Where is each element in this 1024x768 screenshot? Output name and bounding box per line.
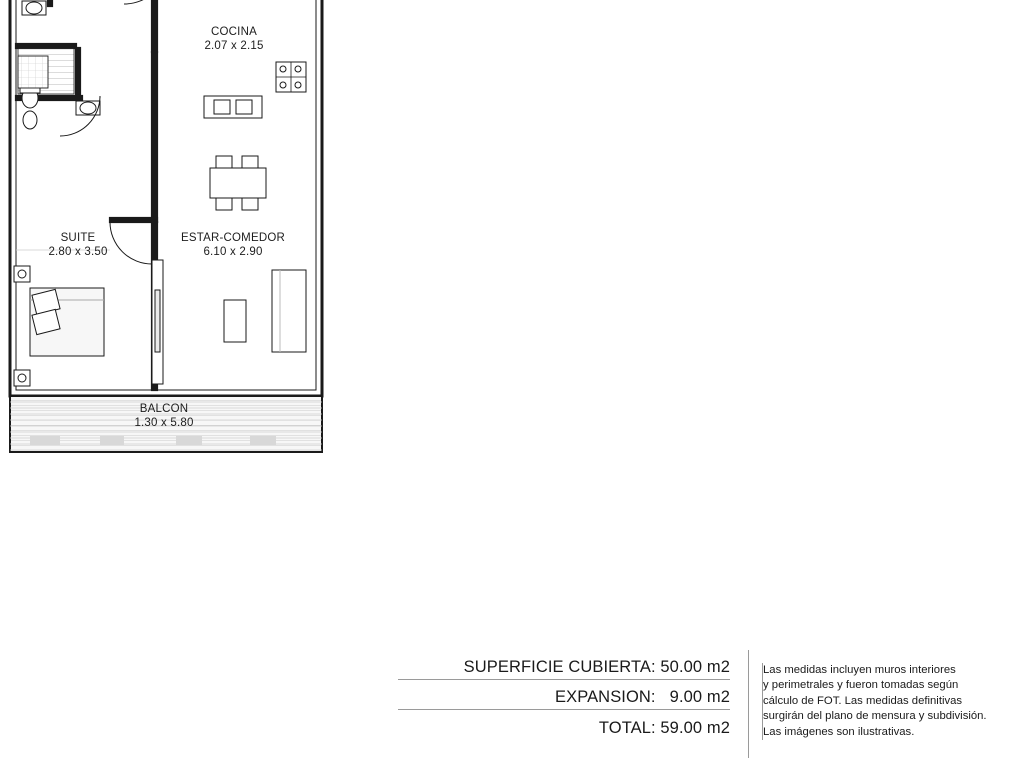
room-dims: 6.10 x 2.90	[203, 245, 263, 258]
summary-row	[398, 680, 730, 710]
note-line: Las imágenes son ilustrativas.	[763, 725, 915, 738]
room-dims: 1.30 x 5.80	[134, 416, 194, 429]
summary-row	[398, 710, 730, 740]
room-label-cocina	[186, 26, 282, 53]
summary-notes-divider	[748, 650, 749, 758]
area-summary	[398, 650, 730, 740]
room-label-balcon	[112, 403, 216, 430]
legal-notes	[762, 663, 1011, 740]
room-name: COCINA	[211, 26, 257, 38]
sliding-door	[152, 260, 163, 384]
summary-covered-area: SUPERFICIE CUBIERTA: 50.00 m2	[463, 658, 730, 676]
room-label-suite	[22, 232, 134, 259]
room-dims: 2.80 x 3.50	[48, 245, 108, 258]
note-line: cálculo de FOT. Las medidas definitivas	[763, 694, 963, 707]
room-name: SUITE	[60, 232, 96, 244]
summary-row	[398, 650, 730, 680]
room-name: ESTAR-COMEDOR	[181, 232, 285, 244]
note-line: surgirán del plano de mensura y subdivisión.	[763, 710, 987, 723]
room-label-estar-comedor	[160, 232, 306, 259]
note-line: Las medidas incluyen muros interiores	[763, 664, 956, 676]
room-name: BALCON	[139, 403, 189, 415]
floor-plan	[0, 0, 340, 470]
note-line: y perimetrales y fueron tomadas según	[763, 679, 959, 692]
room-dims: 2.07 x 2.15	[204, 39, 264, 52]
summary-total-area: TOTAL: 59.00 m2	[598, 719, 730, 737]
summary-expansion-area: EXPANSION: 9.00 m2	[554, 688, 730, 706]
